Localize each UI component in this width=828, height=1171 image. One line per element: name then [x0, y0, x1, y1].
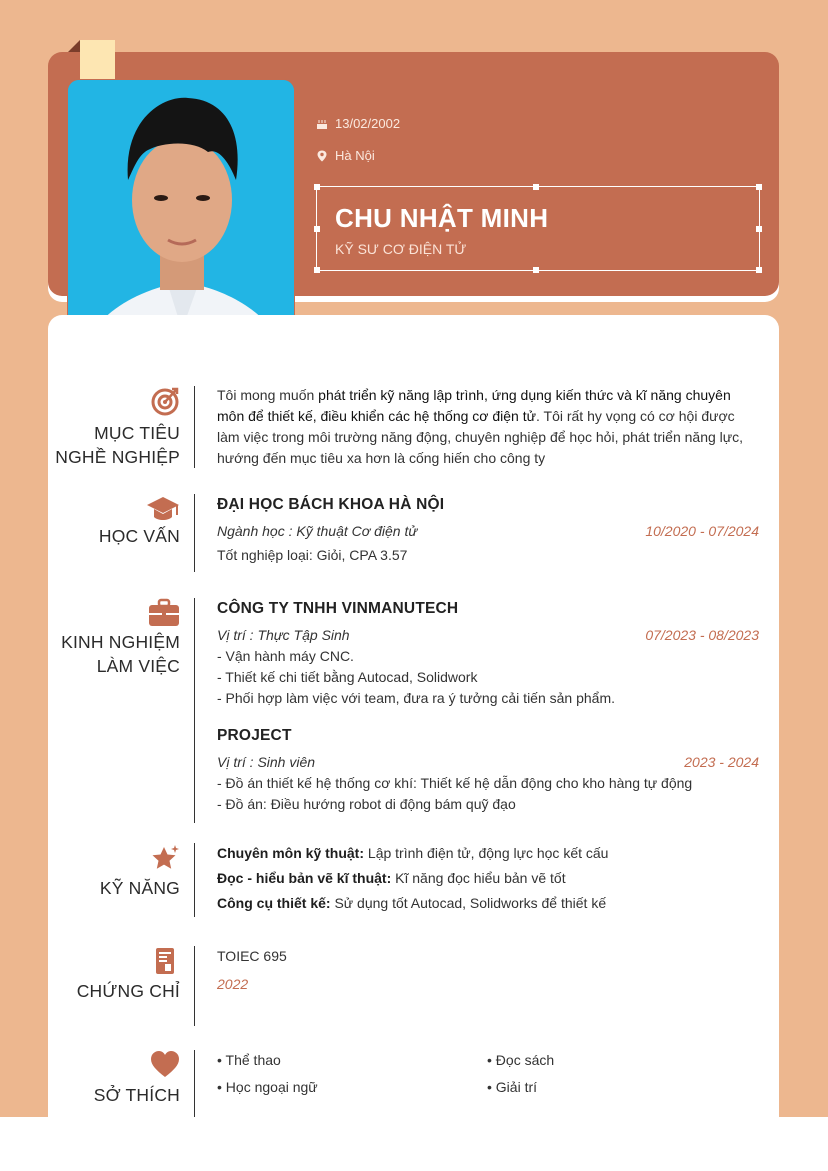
hobby-item: • Giải trí	[487, 1079, 538, 1095]
section-label	[48, 386, 180, 469]
section-label	[48, 598, 180, 678]
cake-icon	[316, 118, 328, 130]
birthdate: 13/02/2002	[335, 116, 401, 131]
divider	[194, 946, 195, 1026]
skill-label: Công cụ thiết kế:	[217, 895, 331, 911]
section-label	[48, 843, 180, 900]
education-period: 10/2020 - 07/2024	[645, 523, 759, 539]
section-title: HỌC VẤN	[98, 526, 180, 546]
hobby-label: Học ngoại ngữ	[225, 1079, 318, 1095]
certificate-icon	[150, 946, 180, 976]
job-title: KỸ SƯ CƠ ĐIỆN TỬ	[335, 241, 467, 257]
bookmark-fold	[68, 40, 80, 52]
hobby-item: • Thể thao	[217, 1052, 281, 1068]
hobby-label: Giải trí	[495, 1079, 538, 1095]
briefcase-icon	[148, 598, 180, 628]
school-name: ĐẠI HỌC BÁCH KHOA HÀ NỘI	[217, 496, 445, 513]
resize-handle	[756, 184, 762, 190]
section-title: SỞ THÍCH	[93, 1085, 180, 1105]
divider	[194, 1050, 195, 1117]
objective-text	[217, 385, 759, 469]
location-line	[316, 148, 375, 163]
job-role: Vị trí : Sinh viên	[217, 754, 316, 770]
certificate-year: 2022	[217, 976, 249, 992]
heart-icon	[150, 1050, 180, 1080]
section-title: CHỨNG CHỈ	[76, 981, 180, 1001]
resize-handle	[756, 226, 762, 232]
skill-value: Sử dụng tốt Autocad, Solidworks để thiết kế	[330, 895, 607, 911]
experience-content	[217, 598, 759, 815]
divider	[194, 598, 195, 823]
divider	[194, 494, 195, 572]
hobby-item: • Học ngoại ngữ	[217, 1079, 318, 1095]
location: Hà Nội	[335, 148, 375, 163]
section-title: MỤC TIÊU	[94, 423, 180, 443]
job-duty: - Phối hợp làm việc với team, đưa ra ý tưởng cải tiến sản phẩm.	[217, 690, 616, 706]
target-icon	[150, 386, 180, 416]
resize-handle	[314, 267, 320, 273]
skill-label: Đọc - hiểu bản vẽ kĩ thuật:	[217, 870, 392, 886]
birthdate-line	[316, 116, 400, 131]
map-pin-icon	[316, 150, 328, 162]
section-label	[48, 1050, 180, 1107]
resize-handle	[533, 184, 539, 190]
company-name: PROJECT	[217, 727, 292, 744]
graduation-cap-icon	[146, 494, 180, 524]
skill-item	[217, 841, 759, 866]
job-period: 07/2023 - 08/2023	[645, 627, 759, 643]
section-title: NGHỀ NGHIỆP	[55, 447, 180, 467]
job-duty: - Đồ án thiết kế hệ thống cơ khí: Thiết kế hệ dẫn động cho kho hàng tự động	[217, 775, 693, 791]
job-role: Vị trí : Thực Tập Sinh	[217, 627, 350, 643]
skill-value: Lập trình điện tử, động lực học kết cấu	[364, 845, 609, 861]
section-label	[48, 946, 180, 1003]
skill-item	[217, 891, 759, 916]
resize-handle	[314, 184, 320, 190]
skill-label: Chuyên môn kỹ thuật:	[217, 845, 365, 861]
job-duty: - Thiết kế chi tiết bằng Autocad, Solidwork	[217, 669, 478, 685]
education-content	[217, 494, 759, 566]
full-name: CHU NHẬT MINH	[335, 203, 549, 233]
objective-text-part: . Tôi rất hy vọng có cơ hội được làm việc trong môi trường năng động, chuyên nghiệp để học hỏi, phát triển năng lực, hướng đến mục tiêu xa hơn là cống hiến cho công ty	[217, 408, 744, 466]
certificates-content	[217, 946, 759, 995]
hobby-label: Đọc sách	[495, 1052, 555, 1068]
section-title: KINH NGHIỆM	[61, 632, 180, 652]
star-icon	[150, 843, 180, 873]
hobbies-content	[217, 1050, 759, 1098]
job-period: 2023 - 2024	[684, 754, 759, 770]
skills-content	[217, 841, 759, 916]
resize-handle	[533, 267, 539, 273]
resize-handle	[756, 267, 762, 273]
section-title: KỸ NĂNG	[99, 878, 180, 898]
hobby-label: Thể thao	[225, 1052, 281, 1068]
section-title: LÀM VIỆC	[96, 656, 180, 676]
resize-handle	[314, 226, 320, 232]
certificate-name: TOIEC 695	[217, 948, 287, 964]
objective-text-part: Tôi mong muốn	[217, 387, 319, 403]
grade: Tốt nghiệp loại: Giỏi, CPA 3.57	[217, 547, 408, 563]
major: Ngành học : Kỹ thuật Cơ điện tử	[217, 523, 418, 539]
name-box	[316, 186, 760, 271]
objective-text-highlight: phát triển kỹ năng lập trình, ứng dụng kiến thức và kĩ năng chuyên môn để thiết kế, điều khiển các hệ thống cơ điện tử	[217, 387, 731, 424]
company-name: CÔNG TY TNHH VINMANUTECH	[217, 600, 459, 617]
skill-item	[217, 866, 759, 891]
divider	[194, 386, 195, 468]
section-label	[48, 494, 180, 548]
skill-value: Kĩ năng đọc hiểu bản vẽ tốt	[391, 870, 566, 886]
hobby-item: • Đọc sách	[487, 1052, 555, 1068]
divider	[194, 843, 195, 917]
job-duty: - Đồ án: Điều hướng robot di động bám quỹ đạo	[217, 796, 516, 812]
job-duty: - Vận hành máy CNC.	[217, 648, 354, 664]
